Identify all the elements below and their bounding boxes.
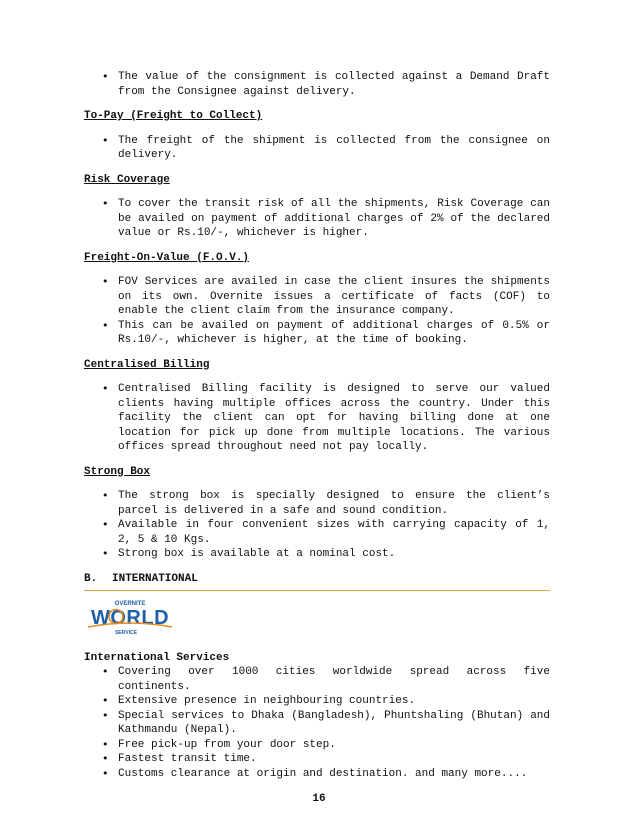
section-heading: Centralised Billing (84, 358, 210, 371)
bullet-list (84, 134, 550, 163)
document-page (84, 70, 550, 781)
list-item: • To cover the transit risk of all the shipments, Risk Coverage can be availed on payment of additional charges of 2% of the declared value or Rs.10/-, whichever is higher. (84, 197, 550, 241)
list-item: • Special services to Dhaka (Bangladesh), Phuntshaling (Bhutan) and Kathmandu (Nepal). (84, 709, 550, 738)
section-risk-coverage (84, 173, 550, 241)
international-heading (84, 572, 550, 592)
section-heading: Risk Coverage (84, 173, 170, 186)
list-item: • Free pick-up from your door step. (84, 738, 550, 753)
section-heading: Freight-On-Value (F.O.V.) (84, 251, 250, 264)
list-item: • Covering over 1000 cities worldwide spread across five continents. (84, 665, 550, 694)
list-item: • This can be availed on payment of additional charges of 0.5% or Rs.10/-, whichever is higher, at the time of booking. (84, 319, 550, 348)
bullet-list (84, 382, 550, 455)
list-item: • The freight of the shipment is collected from the consignee on delivery. (84, 134, 550, 163)
list-item: • Available in four convenient sizes with carrying capacity of 1, 2, 5 & 10 Kgs. (84, 518, 550, 547)
list-item: • Strong box is available at a nominal cost. (84, 547, 550, 562)
bullet-list (84, 197, 550, 241)
logo-top-text: OVERNITE (114, 601, 146, 607)
overnite-world-logo (84, 597, 176, 637)
international-title: INTERNATIONAL (112, 572, 198, 585)
bullet-list (84, 489, 550, 562)
section-fov (84, 251, 550, 348)
list-item: • Centralised Billing facility is designed to serve our valued clients having multiple offices across the country. Under this facility the client can opt for having billing done at one location for pick up done from multiple locations. The various offices spread throughout need not pay locally. (84, 382, 550, 455)
list-item: • Extensive presence in neighbouring countries. (84, 694, 550, 709)
section-heading: Strong Box (84, 465, 151, 478)
logo-main-text: WORLD (90, 607, 170, 629)
list-item: • FOV Services are availed in case the client insures the shipments on its own. Overnite issues a certificate of facts (COF) to enable the client claim from the insurance company. (84, 275, 550, 319)
list-item: • Fastest transit time. (84, 752, 550, 767)
intro-bullet-list (84, 70, 550, 99)
section-letter: B. (84, 572, 98, 585)
page-number: 16 (312, 793, 326, 805)
section-strong-box (84, 465, 550, 562)
section-to-pay (84, 109, 550, 163)
bullet-list (84, 275, 550, 348)
international-services-title: International Services (84, 651, 230, 664)
section-centralised-billing (84, 358, 550, 455)
international-bullet-list (84, 665, 550, 781)
list-item: • The value of the consignment is collected against a Demand Draft from the Consignee against delivery. (84, 70, 550, 99)
list-item: • The strong box is specially designed to ensure the client’s parcel is delivered in a safe and sound condition. (84, 489, 550, 518)
section-heading: To-Pay (Freight to Collect) (84, 110, 263, 122)
list-item: • Customs clearance at origin and destination. and many more.... (84, 767, 550, 782)
logo-bottom-text: SERVICE (115, 630, 137, 636)
